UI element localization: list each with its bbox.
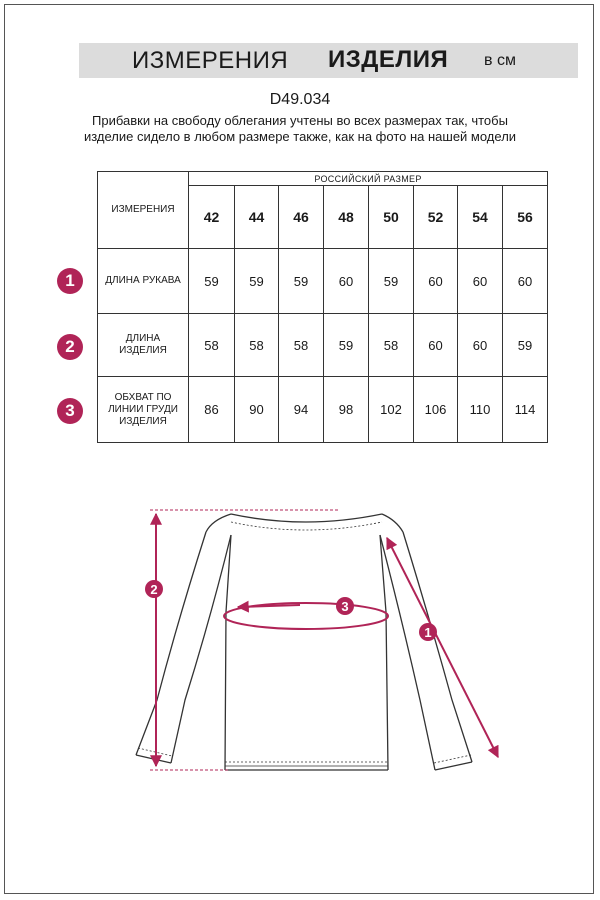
row-badge-3: 3 bbox=[57, 398, 83, 424]
table-cell: 60 bbox=[458, 249, 503, 314]
corner-label: ИЗМЕРЕНИЯ bbox=[98, 172, 189, 249]
svg-text:2: 2 bbox=[150, 582, 158, 597]
garment-diagram bbox=[0, 500, 600, 800]
fit-note: Прибавки на свободу облегания учтены во всех размерах так, чтобы изделие сидело в любом размере также, как на фото на нашей модели bbox=[83, 113, 517, 144]
table-row bbox=[98, 377, 548, 443]
table-cell: 94 bbox=[279, 377, 324, 443]
marker-3 bbox=[336, 597, 354, 615]
header-unit: в см bbox=[484, 52, 516, 69]
table-cell: 90 bbox=[235, 377, 279, 443]
header-bar bbox=[79, 43, 578, 78]
size-header: 52 bbox=[414, 186, 458, 249]
size-header: 42 bbox=[189, 186, 235, 249]
table-cell: 59 bbox=[324, 314, 369, 377]
row-badge-1: 1 bbox=[57, 268, 83, 294]
table-cell: 106 bbox=[414, 377, 458, 443]
table-cell: 59 bbox=[503, 314, 548, 377]
table-cell: 60 bbox=[503, 249, 548, 314]
table-cell: 58 bbox=[369, 314, 414, 377]
row-label: ДЛИНА ИЗДЕЛИЯ bbox=[98, 314, 189, 377]
table-row bbox=[98, 314, 548, 377]
table-row bbox=[98, 249, 548, 314]
svg-text:3: 3 bbox=[341, 599, 349, 614]
sleeve-measure bbox=[387, 538, 498, 757]
size-header: 54 bbox=[458, 186, 503, 249]
table-cell: 102 bbox=[369, 377, 414, 443]
table-cell: 59 bbox=[369, 249, 414, 314]
header-item: ИЗДЕЛИЯ bbox=[328, 46, 449, 73]
table-cell: 60 bbox=[458, 314, 503, 377]
table-cell: 58 bbox=[189, 314, 235, 377]
size-header: 46 bbox=[279, 186, 324, 249]
size-table bbox=[97, 171, 548, 443]
row-label: ДЛИНА РУКАВА bbox=[98, 249, 189, 314]
table-cell: 58 bbox=[235, 314, 279, 377]
size-header: 50 bbox=[369, 186, 414, 249]
table-cell: 59 bbox=[279, 249, 324, 314]
size-group-label: РОССИЙСКИЙ РАЗМЕР bbox=[189, 172, 548, 186]
table-cell: 98 bbox=[324, 377, 369, 443]
svg-text:1: 1 bbox=[424, 625, 432, 640]
table-cell: 60 bbox=[324, 249, 369, 314]
table-cell: 110 bbox=[458, 377, 503, 443]
table-cell: 60 bbox=[414, 249, 458, 314]
table-cell: 59 bbox=[235, 249, 279, 314]
article-number: D49.034 bbox=[269, 91, 331, 108]
table-cell: 59 bbox=[189, 249, 235, 314]
table-cell: 58 bbox=[279, 314, 324, 377]
marker-1 bbox=[419, 623, 437, 641]
table-cell: 86 bbox=[189, 377, 235, 443]
table-cell: 114 bbox=[503, 377, 548, 443]
sweater-outline bbox=[136, 514, 472, 770]
chest-measure bbox=[224, 603, 388, 629]
size-header: 48 bbox=[324, 186, 369, 249]
size-header: 44 bbox=[235, 186, 279, 249]
header-measurements: ИЗМЕРЕНИЯ bbox=[132, 47, 289, 74]
table-cell: 60 bbox=[414, 314, 458, 377]
size-header: 56 bbox=[503, 186, 548, 249]
row-badge-2: 2 bbox=[57, 334, 83, 360]
marker-2 bbox=[145, 580, 163, 598]
row-label: ОБХВАТ ПО ЛИНИИ ГРУДИ ИЗДЕЛИЯ bbox=[98, 377, 189, 443]
